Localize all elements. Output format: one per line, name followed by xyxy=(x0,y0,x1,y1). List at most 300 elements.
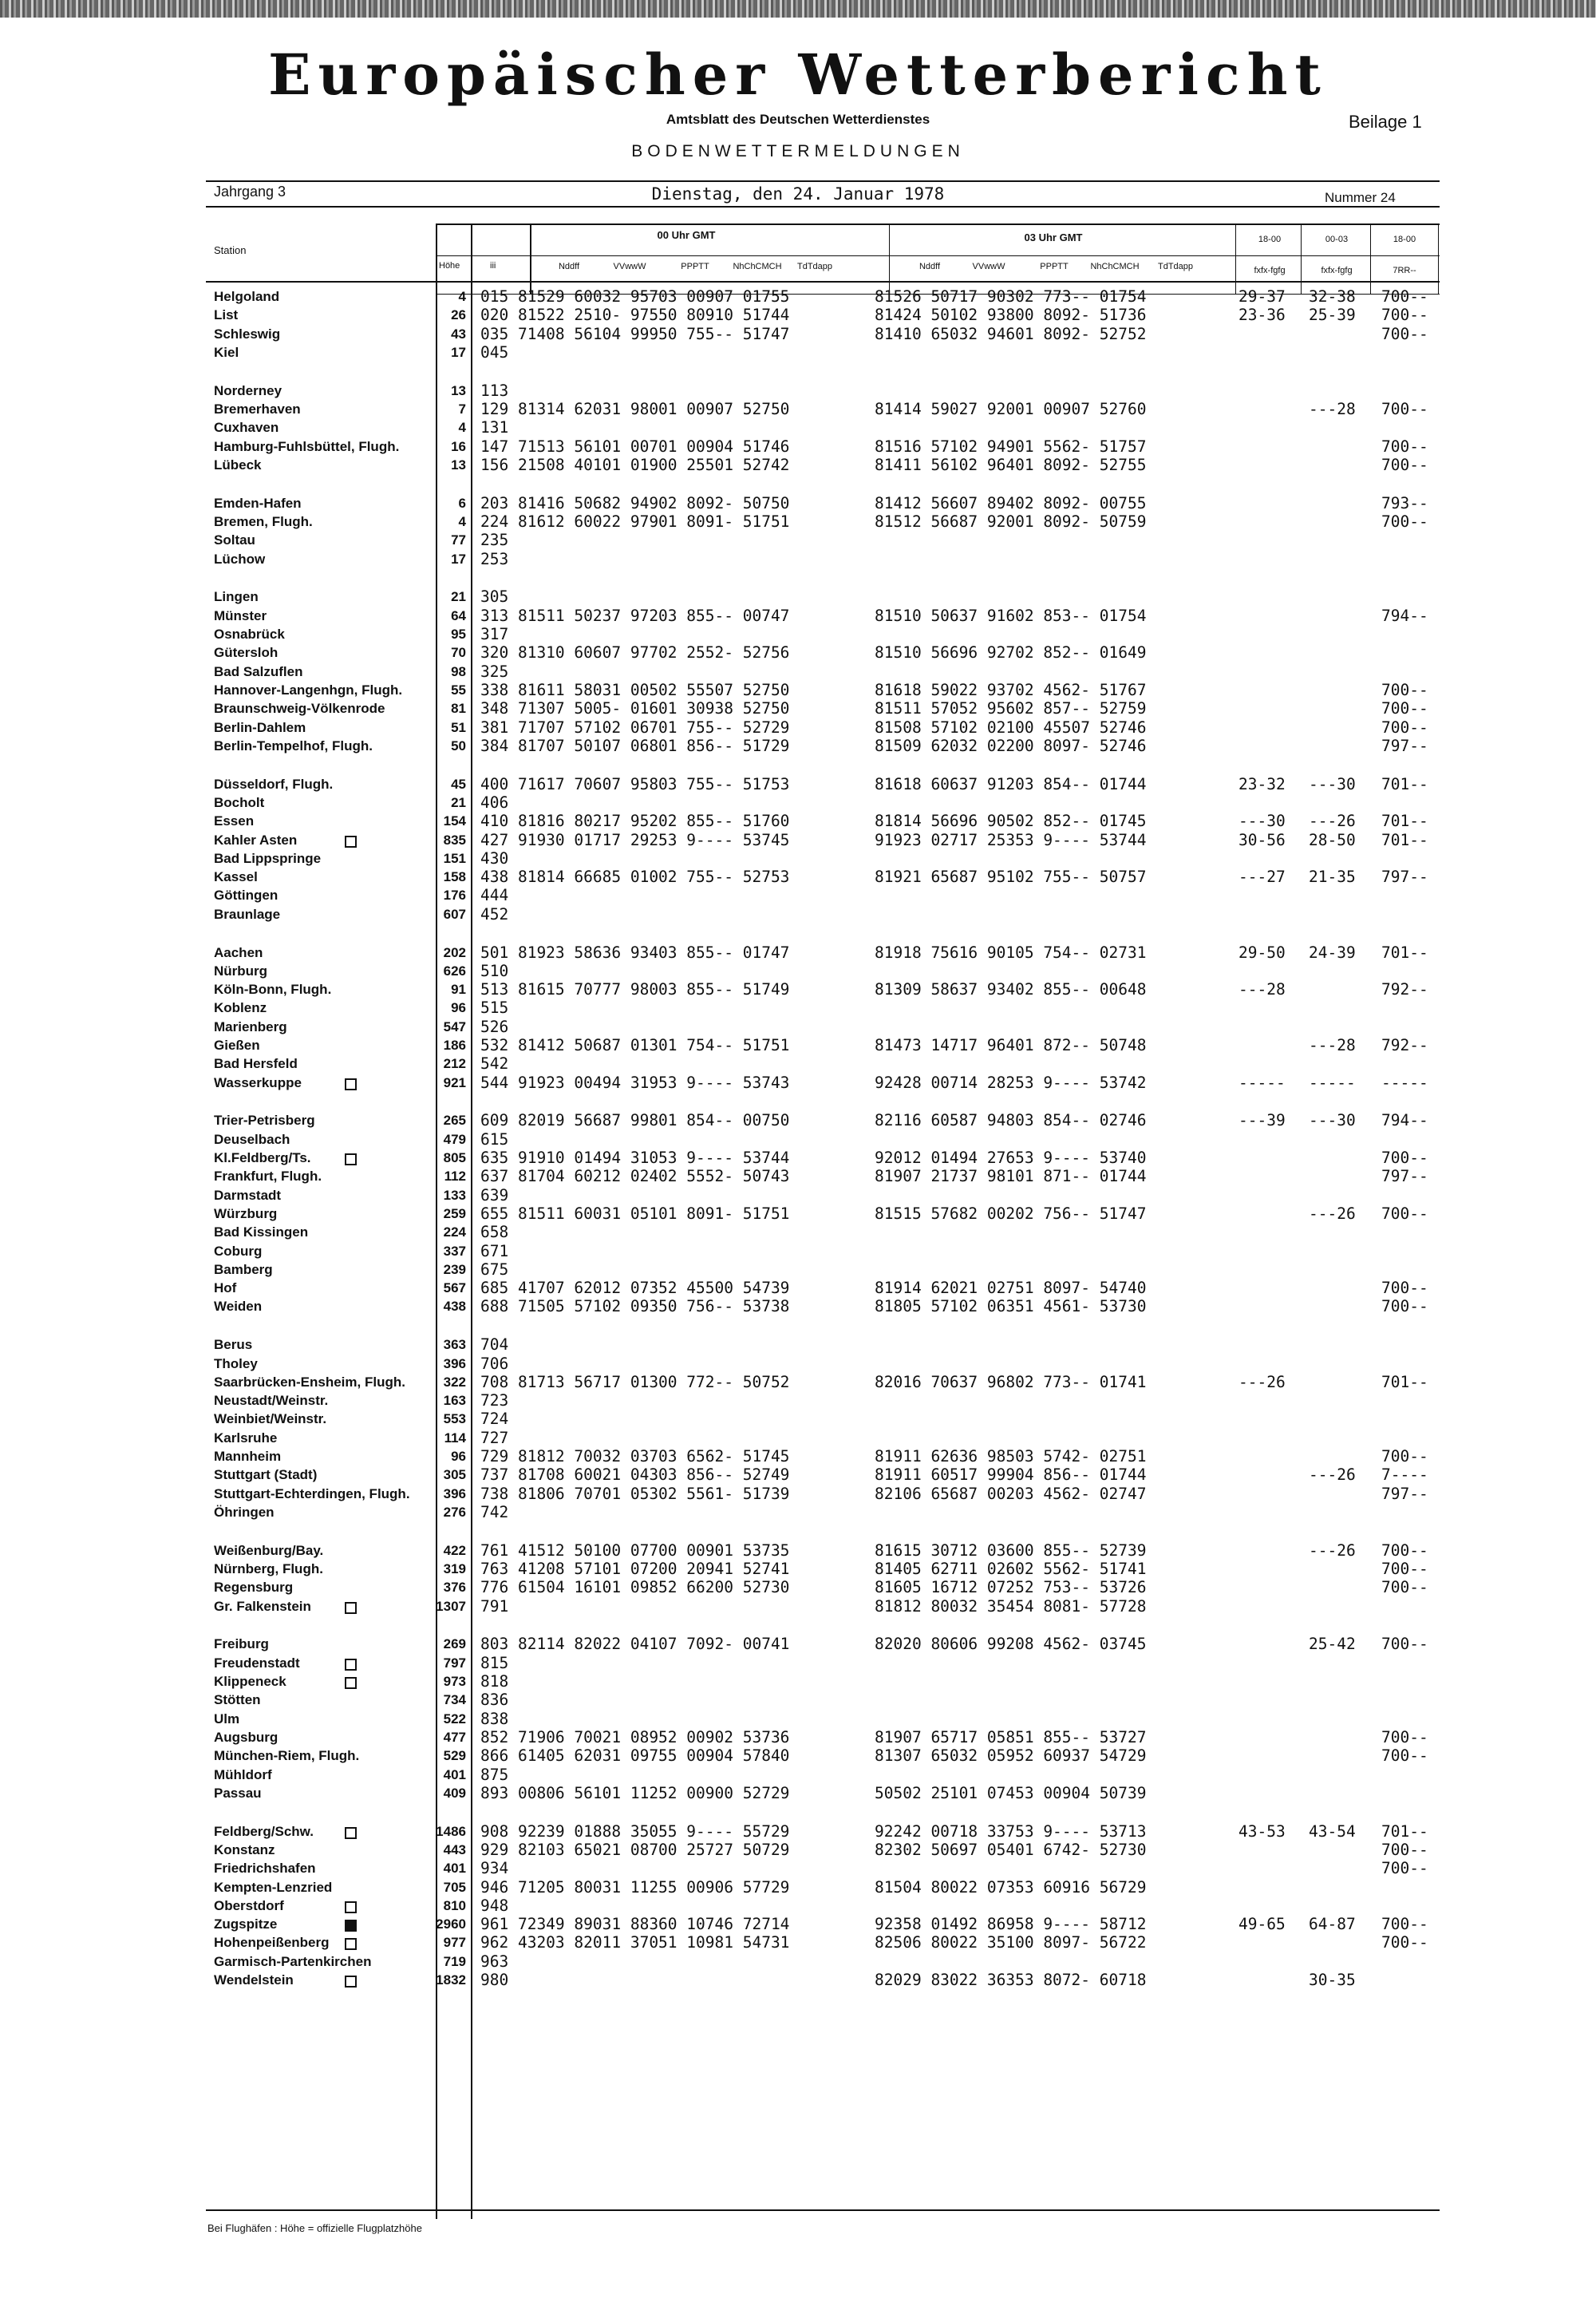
extra-col-3: 700-- xyxy=(1381,718,1428,737)
obs-03utc: 81412 56607 89402 8092- 00755 xyxy=(875,493,1147,512)
station-elevation: 96 xyxy=(451,1000,466,1016)
extra-col-2: 30-35 xyxy=(1309,1971,1356,1989)
station-elevation: 239 xyxy=(443,1261,466,1277)
obs-03utc: 81618 60637 91203 854-- 01744 xyxy=(875,774,1147,793)
station-elevation: 4 xyxy=(458,420,466,436)
station-elevation: 50 xyxy=(451,738,466,753)
station-name: Essen xyxy=(214,813,255,829)
extra-col-3: 700-- xyxy=(1381,1541,1428,1560)
obs-00utc: 384 81707 50107 06801 856-- 51729 xyxy=(480,736,790,755)
station-name: Mannheim xyxy=(214,1449,282,1464)
extra-col-1: 43-53 xyxy=(1238,1821,1286,1841)
station-elevation: 21 xyxy=(451,589,466,605)
obs-00utc: 946 71205 80031 11255 00906 57729 xyxy=(480,1877,790,1897)
station-name: Coburg xyxy=(214,1243,263,1259)
obs-00utc: 452 xyxy=(480,904,509,924)
obs-03utc: 81307 65032 05952 60937 54729 xyxy=(875,1746,1147,1766)
station-elevation: 186 xyxy=(443,1038,466,1053)
obs-00utc: 961 72349 89031 88360 10746 72714 xyxy=(480,1915,790,1934)
obs-03utc: 81911 62636 98503 5742- 02751 xyxy=(875,1447,1147,1465)
obs-00utc: 020 81522 2510- 97550 80910 51744 xyxy=(480,306,790,325)
station-name: Hamburg-Fuhlsbüttel, Flugh. xyxy=(214,438,400,454)
obs-00utc: 639 xyxy=(480,1185,509,1204)
station-elevation: 98 xyxy=(451,663,466,679)
obs-00utc: 727 xyxy=(480,1428,509,1447)
obs-00utc: 544 91923 00494 31953 9---- 53743 xyxy=(480,1073,790,1092)
obs-03utc: 81526 50717 90302 773-- 01754 xyxy=(875,287,1147,306)
station-name: Oberstdorf xyxy=(214,1897,284,1913)
obs-03utc: 81605 16712 07252 753-- 53726 xyxy=(875,1578,1147,1597)
station-name: Freudenstadt xyxy=(214,1655,300,1671)
grid-line xyxy=(436,255,1440,256)
obs-03utc: 81411 56102 96401 8092- 52755 xyxy=(875,455,1147,474)
extra-col-2: 21-35 xyxy=(1309,868,1356,887)
station-name: Münster xyxy=(214,607,267,623)
extra-col-3: 700-- xyxy=(1381,1447,1428,1465)
extra-col-3: 793-- xyxy=(1381,493,1428,512)
station-name: Berus xyxy=(214,1337,253,1353)
station-name: Bad Salzuflen xyxy=(214,663,303,679)
obs-00utc: 513 81615 70777 98003 855-- 51749 xyxy=(480,980,790,999)
station-name: Osnabrück xyxy=(214,627,285,642)
station-name: Braunlage xyxy=(214,906,281,922)
obs-03utc: 81511 57052 95602 857-- 52759 xyxy=(875,699,1147,718)
station-name: Gießen xyxy=(214,1038,260,1053)
obs-00utc: 348 71307 5005- 01601 30938 52750 xyxy=(480,699,790,718)
station-elevation: 265 xyxy=(443,1113,466,1129)
station-name: Kassel xyxy=(214,869,258,885)
extra-col-3: 700-- xyxy=(1381,306,1428,325)
extra-col-2: ---28 xyxy=(1309,400,1356,418)
obs-00utc: 852 71906 70021 08952 00902 53736 xyxy=(480,1727,790,1746)
station-name: Bamberg xyxy=(214,1261,273,1277)
station-name: Regensburg xyxy=(214,1580,294,1596)
obs-00utc: 317 xyxy=(480,625,509,643)
obs-00utc: 637 81704 60212 02402 5552- 50743 xyxy=(480,1167,790,1186)
station-elevation: 17 xyxy=(451,344,466,360)
extra-col-2: ---30 xyxy=(1309,1111,1356,1130)
station-elevation: 6 xyxy=(458,495,466,511)
obs-00utc: 675 xyxy=(480,1260,509,1279)
station-elevation: 376 xyxy=(443,1580,466,1596)
obs-00utc: 791 xyxy=(480,1596,509,1616)
extra-col-1: ---30 xyxy=(1238,812,1286,831)
station-name: Friedrichshafen xyxy=(214,1861,316,1877)
station-elevation: 259 xyxy=(443,1205,466,1221)
station-elevation: 734 xyxy=(443,1692,466,1708)
extra-col-2: 32-38 xyxy=(1309,287,1356,306)
scan-noise-band xyxy=(0,0,1596,18)
obs-00utc: 609 82019 56687 99801 854-- 00750 xyxy=(480,1111,790,1130)
mountain-station-square-icon xyxy=(345,836,357,848)
col-time03: 03 Uhr GMT xyxy=(1024,231,1083,243)
col-iii: iii xyxy=(490,261,496,271)
issue-date: Dienstag, den 24. Januar 1978 xyxy=(651,184,945,204)
obs-00utc: 131 xyxy=(480,418,509,437)
extra-col-3: 701-- xyxy=(1381,943,1428,962)
station-elevation: 158 xyxy=(443,869,466,885)
station-elevation: 401 xyxy=(443,1766,466,1782)
obs-00utc: 515 xyxy=(480,999,509,1018)
obs-00utc: 980 xyxy=(480,1971,509,1989)
obs-03utc: 81410 65032 94601 8092- 52752 xyxy=(875,324,1147,343)
station-elevation: 55 xyxy=(451,682,466,698)
extra-top-0: 18-00 xyxy=(1258,235,1282,244)
station-name: Freiburg xyxy=(214,1636,269,1652)
station-elevation: 43 xyxy=(451,326,466,342)
obs-03utc: 81309 58637 93402 855-- 00648 xyxy=(875,980,1147,999)
station-elevation: 154 xyxy=(443,813,466,829)
station-name: Braunschweig-Völkenrode xyxy=(214,701,385,717)
obs-00utc: 045 xyxy=(480,342,509,362)
obs-00utc: 655 81511 60031 05101 8091- 51751 xyxy=(480,1204,790,1223)
extra-col-3: 792-- xyxy=(1381,980,1428,999)
obs-03utc: 81473 14717 96401 872-- 50748 xyxy=(875,1036,1147,1054)
extra-col-3: 700-- xyxy=(1381,400,1428,418)
extra-top-1: 00-03 xyxy=(1325,235,1349,244)
extra-col-3: 701-- xyxy=(1381,1821,1428,1841)
extra-col-3: 701-- xyxy=(1381,774,1428,793)
extra-col-2: ---26 xyxy=(1309,812,1356,831)
obs-00utc: 776 61504 16101 09852 66200 52730 xyxy=(480,1578,790,1597)
obs-00utc: 929 82103 65021 08700 25727 50729 xyxy=(480,1840,790,1859)
station-name: Weinbiet/Weinstr. xyxy=(214,1411,327,1427)
obs-03utc: 81512 56687 92001 8092- 50759 xyxy=(875,512,1147,531)
station-name: Lübeck xyxy=(214,457,262,473)
station-name: Düsseldorf, Flugh. xyxy=(214,776,334,792)
obs-00utc: 510 xyxy=(480,961,509,980)
obs-03utc: 92428 00714 28253 9---- 53742 xyxy=(875,1073,1147,1092)
station-elevation: 112 xyxy=(444,1169,466,1185)
station-name: Hohenpeißenberg xyxy=(214,1935,330,1951)
station-elevation: 7 xyxy=(458,401,466,417)
extra-col-2: 25-42 xyxy=(1309,1635,1356,1654)
extra-col-1: 23-32 xyxy=(1238,774,1286,793)
extra-col-3: 700-- xyxy=(1381,437,1428,456)
obs-00utc: 313 81511 50237 97203 855-- 00747 xyxy=(480,606,790,625)
obs-00utc: 685 41707 62012 07352 45500 54739 xyxy=(480,1279,790,1298)
obs-00utc: 815 xyxy=(480,1653,509,1672)
station-elevation: 70 xyxy=(451,645,466,661)
station-name: Darmstadt xyxy=(214,1187,282,1203)
station-elevation: 114 xyxy=(444,1430,466,1446)
station-elevation: 479 xyxy=(443,1131,466,1147)
station-elevation: 21 xyxy=(451,794,466,810)
station-elevation: 835 xyxy=(443,832,466,848)
station-name: Passau xyxy=(214,1785,262,1801)
mountain-station-square-icon xyxy=(345,1602,357,1614)
station-name: Bad Kissingen xyxy=(214,1224,309,1240)
extra-col-3: 700-- xyxy=(1381,512,1428,531)
station-elevation: 224 xyxy=(443,1224,466,1240)
extra-col-2: 64-87 xyxy=(1309,1915,1356,1934)
station-name: Nürburg xyxy=(214,963,268,979)
col-hoehe: Höhe xyxy=(439,261,460,271)
station-elevation: 305 xyxy=(443,1467,466,1483)
station-name: Helgoland xyxy=(214,289,280,304)
extra-col-3: 701-- xyxy=(1381,1372,1428,1391)
extra-col-3: 797-- xyxy=(1381,736,1428,755)
grid-line xyxy=(1438,223,1439,294)
station-name: Feldberg/Schw. xyxy=(214,1823,314,1839)
station-elevation: 51 xyxy=(451,719,466,735)
station-elevation: 4 xyxy=(458,514,466,529)
station-elevation: 133 xyxy=(443,1187,466,1203)
obs-00utc: 129 81314 62031 98001 00907 52750 xyxy=(480,400,790,418)
extra-col-3: 700-- xyxy=(1381,1727,1428,1746)
obs-00utc: 963 xyxy=(480,1952,509,1971)
station-name: Hof xyxy=(214,1280,237,1296)
station-elevation: 529 xyxy=(443,1748,466,1764)
obs-00utc: 706 xyxy=(480,1354,509,1373)
mountain-station-square-icon xyxy=(345,1827,357,1839)
obs-00utc: 615 xyxy=(480,1129,509,1149)
g1-col-2: PPPTT xyxy=(681,262,709,271)
station-name: Stuttgart-Echterdingen, Flugh. xyxy=(214,1485,410,1501)
grid-line xyxy=(436,223,1440,225)
obs-00utc: 803 82114 82022 04107 7092- 00741 xyxy=(480,1635,790,1654)
mountain-station-square-icon xyxy=(345,1677,357,1689)
station-elevation: 553 xyxy=(443,1411,466,1427)
station-elevation: 547 xyxy=(443,1018,466,1034)
extra-col-3: 700-- xyxy=(1381,1859,1428,1878)
obs-00utc: 400 71617 70607 95803 755-- 51753 xyxy=(480,774,790,793)
station-elevation: 64 xyxy=(451,607,466,623)
obs-00utc: 406 xyxy=(480,793,509,812)
obs-03utc: 91923 02717 25353 9---- 53744 xyxy=(875,830,1147,849)
obs-00utc: 742 xyxy=(480,1502,509,1521)
station-name: Weißenburg/Bay. xyxy=(214,1542,324,1558)
obs-00utc: 723 xyxy=(480,1391,509,1410)
obs-00utc: 704 xyxy=(480,1335,509,1355)
obs-03utc: 81907 21737 98101 871-- 01744 xyxy=(875,1167,1147,1186)
station-name: Schleswig xyxy=(214,326,281,342)
station-elevation: 438 xyxy=(443,1299,466,1315)
obs-00utc: 430 xyxy=(480,848,509,868)
obs-00utc: 658 xyxy=(480,1223,509,1242)
obs-00utc: 908 92239 01888 35055 9---- 55729 xyxy=(480,1821,790,1841)
station-elevation: 1486 xyxy=(436,1823,466,1839)
obs-00utc: 224 81612 60022 97901 8091- 51751 xyxy=(480,512,790,531)
station-name: Kl.Feldberg/Ts. xyxy=(214,1150,311,1165)
station-elevation: 176 xyxy=(443,888,466,904)
extra-col-3: 700-- xyxy=(1381,1933,1428,1952)
station-elevation: 977 xyxy=(443,1935,466,1951)
obs-00utc: 235 xyxy=(480,531,509,550)
obs-00utc: 934 xyxy=(480,1859,509,1878)
obs-00utc: 156 21508 40101 01900 25501 52742 xyxy=(480,455,790,474)
obs-03utc: 81508 57102 02100 45507 52746 xyxy=(875,718,1147,737)
station-elevation: 269 xyxy=(443,1636,466,1652)
extra-col-3: 701-- xyxy=(1381,812,1428,831)
obs-00utc: 015 81529 60032 95703 00907 01755 xyxy=(480,287,790,306)
station-elevation: 626 xyxy=(443,963,466,979)
station-elevation: 401 xyxy=(443,1861,466,1877)
extra-col-1: ---26 xyxy=(1238,1372,1286,1391)
extra-col-3: 700-- xyxy=(1381,455,1428,474)
obs-03utc: 81805 57102 06351 4561- 53730 xyxy=(875,1297,1147,1316)
mountain-station-square-icon xyxy=(345,1153,357,1165)
station-name: Wasserkuppe xyxy=(214,1074,302,1090)
g2-col-2: PPPTT xyxy=(1040,262,1069,271)
obs-00utc: 305 xyxy=(480,587,509,607)
g2-col-4: TdTdapp xyxy=(1157,262,1194,271)
obs-00utc: 542 xyxy=(480,1054,509,1074)
footnote: Bei Flughäfen : Höhe = offizielle Flugplatzhöhe xyxy=(207,2222,422,2234)
station-name: Wendelstein xyxy=(214,1972,294,1988)
station-name: Nürnberg, Flugh. xyxy=(214,1561,323,1576)
obs-00utc: 962 43203 82011 37051 10981 54731 xyxy=(480,1933,790,1952)
station-elevation: 522 xyxy=(443,1711,466,1726)
extra-col-3: 797-- xyxy=(1381,1484,1428,1503)
obs-00utc: 708 81713 56717 01300 772-- 50752 xyxy=(480,1372,790,1391)
obs-00utc: 763 41208 57101 07200 20941 52741 xyxy=(480,1560,790,1578)
station-elevation: 13 xyxy=(451,457,466,473)
obs-03utc: 81510 50637 91602 853-- 01754 xyxy=(875,606,1147,625)
extra-col-1: ---28 xyxy=(1238,980,1286,999)
obs-00utc: 688 71505 57102 09350 756-- 53738 xyxy=(480,1297,790,1316)
obs-00utc: 761 41512 50100 07700 00901 53735 xyxy=(480,1541,790,1560)
station-name: Öhringen xyxy=(214,1504,275,1520)
station-elevation: 212 xyxy=(443,1056,466,1072)
obs-03utc: 81812 80032 35454 8081- 57728 xyxy=(875,1596,1147,1616)
station-elevation: 409 xyxy=(443,1785,466,1801)
station-name: Soltau xyxy=(214,532,255,548)
station-name: Stötten xyxy=(214,1692,261,1708)
station-name: Neustadt/Weinstr. xyxy=(214,1393,329,1409)
station-name: Gr. Falkenstein xyxy=(214,1598,311,1614)
extra-col-3: 700-- xyxy=(1381,1297,1428,1316)
col-time00: 00 Uhr GMT xyxy=(657,229,716,241)
station-elevation: 319 xyxy=(443,1561,466,1576)
obs-03utc: 81914 62021 02751 8097- 54740 xyxy=(875,1279,1147,1298)
station-elevation: 81 xyxy=(451,701,466,717)
obs-03utc: 81814 56696 90502 852-- 01745 xyxy=(875,812,1147,831)
extra-sub-1: fxfx-fgfg xyxy=(1321,266,1353,275)
extra-col-3: 797-- xyxy=(1381,1167,1428,1186)
station-elevation: 443 xyxy=(443,1841,466,1857)
obs-00utc: 836 xyxy=(480,1691,509,1710)
obs-00utc: 724 xyxy=(480,1410,509,1429)
grid-line xyxy=(1235,223,1236,294)
station-elevation: 363 xyxy=(443,1337,466,1353)
station-elevation: 276 xyxy=(443,1504,466,1520)
extra-col-2: 28-50 xyxy=(1309,830,1356,849)
extra-col-1: ---27 xyxy=(1238,868,1286,887)
obs-00utc: 729 81812 70032 03703 6562- 51745 xyxy=(480,1447,790,1465)
obs-00utc: 893 00806 56101 11252 00900 52729 xyxy=(480,1783,790,1802)
station-elevation: 202 xyxy=(443,944,466,960)
extra-col-3: 792-- xyxy=(1381,1036,1428,1054)
obs-03utc: 82116 60587 94803 854-- 02746 xyxy=(875,1111,1147,1130)
g2-col-1: VVwwW xyxy=(972,262,1005,271)
obs-00utc: 427 91930 01717 29253 9---- 53745 xyxy=(480,830,790,849)
obs-00utc: 838 xyxy=(480,1709,509,1728)
g1-col-0: Nddff xyxy=(558,262,580,271)
jahrgang-label: Jahrgang 3 xyxy=(214,184,286,200)
extra-col-3: 794-- xyxy=(1381,606,1428,625)
obs-03utc: 82016 70637 96802 773-- 01741 xyxy=(875,1372,1147,1391)
g1-col-4: TdTdapp xyxy=(796,262,833,271)
obs-00utc: 635 91910 01494 31053 9---- 53744 xyxy=(480,1149,790,1167)
station-elevation: 95 xyxy=(451,627,466,642)
station-name: Mühldorf xyxy=(214,1766,272,1782)
obs-00utc: 035 71408 56104 99950 755-- 51747 xyxy=(480,324,790,343)
extra-sub-2: 7RR-- xyxy=(1393,266,1416,275)
station-name: Augsburg xyxy=(214,1729,279,1745)
station-name: Kempten-Lenzried xyxy=(214,1879,333,1895)
obs-03utc: 82020 80606 99208 4562- 03745 xyxy=(875,1635,1147,1654)
extra-col-2: ---28 xyxy=(1309,1036,1356,1054)
obs-00utc: 438 81814 66685 01002 755-- 52753 xyxy=(480,868,790,887)
extra-col-3: 700-- xyxy=(1381,699,1428,718)
extra-col-3: 794-- xyxy=(1381,1111,1428,1130)
mountain-station-square-icon xyxy=(345,1078,357,1090)
extra-col-3: 700-- xyxy=(1381,680,1428,699)
extra-col-3: 700-- xyxy=(1381,1204,1428,1223)
station-elevation: 607 xyxy=(443,906,466,922)
extra-col-3: 700-- xyxy=(1381,1560,1428,1578)
station-name: Klippeneck xyxy=(214,1674,286,1689)
col-station: Station xyxy=(214,244,247,256)
station-name: Cuxhaven xyxy=(214,420,279,436)
station-elevation: 477 xyxy=(443,1729,466,1745)
obs-03utc: 81615 30712 03600 855-- 52739 xyxy=(875,1541,1147,1560)
obs-00utc: 325 xyxy=(480,662,509,681)
g2-col-3: NhChCMCH xyxy=(1090,262,1140,271)
mountain-station-square-icon xyxy=(345,1901,357,1913)
station-name: Karlsruhe xyxy=(214,1430,278,1446)
obs-00utc: 113 xyxy=(480,381,509,400)
extra-col-2: ---26 xyxy=(1309,1541,1356,1560)
grid-line xyxy=(206,281,1440,283)
station-name: Bocholt xyxy=(214,794,265,810)
obs-03utc: 92012 01494 27653 9---- 53740 xyxy=(875,1149,1147,1167)
obs-03utc: 82029 83022 36353 8072- 60718 xyxy=(875,1971,1147,1989)
station-name: List xyxy=(214,307,239,323)
station-elevation: 322 xyxy=(443,1374,466,1390)
station-name: Bad Lippspringe xyxy=(214,850,322,866)
obs-03utc: 50502 25101 07453 00904 50739 xyxy=(875,1783,1147,1802)
station-name: Kiel xyxy=(214,344,239,360)
page-subtitle: Amtsblatt des Deutschen Wetterdienstes xyxy=(666,112,930,127)
obs-00utc: 866 61405 62031 09755 00904 57840 xyxy=(480,1746,790,1766)
grid-line xyxy=(1301,223,1302,294)
footer-rule xyxy=(206,2209,1440,2211)
station-elevation: 77 xyxy=(451,532,466,548)
station-name: Emden-Hafen xyxy=(214,495,302,511)
extra-col-3: 797-- xyxy=(1381,868,1428,887)
obs-00utc: 948 xyxy=(480,1896,509,1915)
obs-00utc: 203 81416 50682 94902 8092- 50750 xyxy=(480,493,790,512)
station-elevation: 96 xyxy=(451,1449,466,1464)
obs-03utc: 81515 57682 00202 756-- 51747 xyxy=(875,1204,1147,1223)
station-name: Ulm xyxy=(214,1711,240,1726)
extra-col-3: 700-- xyxy=(1381,1635,1428,1654)
station-name: Aachen xyxy=(214,944,263,960)
extra-col-3: 700-- xyxy=(1381,287,1428,306)
extra-col-2: 43-54 xyxy=(1309,1821,1356,1841)
extra-col-1: 23-36 xyxy=(1238,306,1286,325)
extra-col-3: 7---- xyxy=(1381,1465,1428,1485)
extra-col-3: 700-- xyxy=(1381,324,1428,343)
station-name: Frankfurt, Flugh. xyxy=(214,1169,322,1185)
station-elevation: 1832 xyxy=(436,1972,466,1988)
extra-col-1: 29-37 xyxy=(1238,287,1286,306)
obs-00utc: 532 81412 50687 01301 754-- 51751 xyxy=(480,1036,790,1054)
station-elevation: 567 xyxy=(443,1280,466,1296)
section-title: BODENWETTERMELDUNGEN xyxy=(631,142,965,160)
